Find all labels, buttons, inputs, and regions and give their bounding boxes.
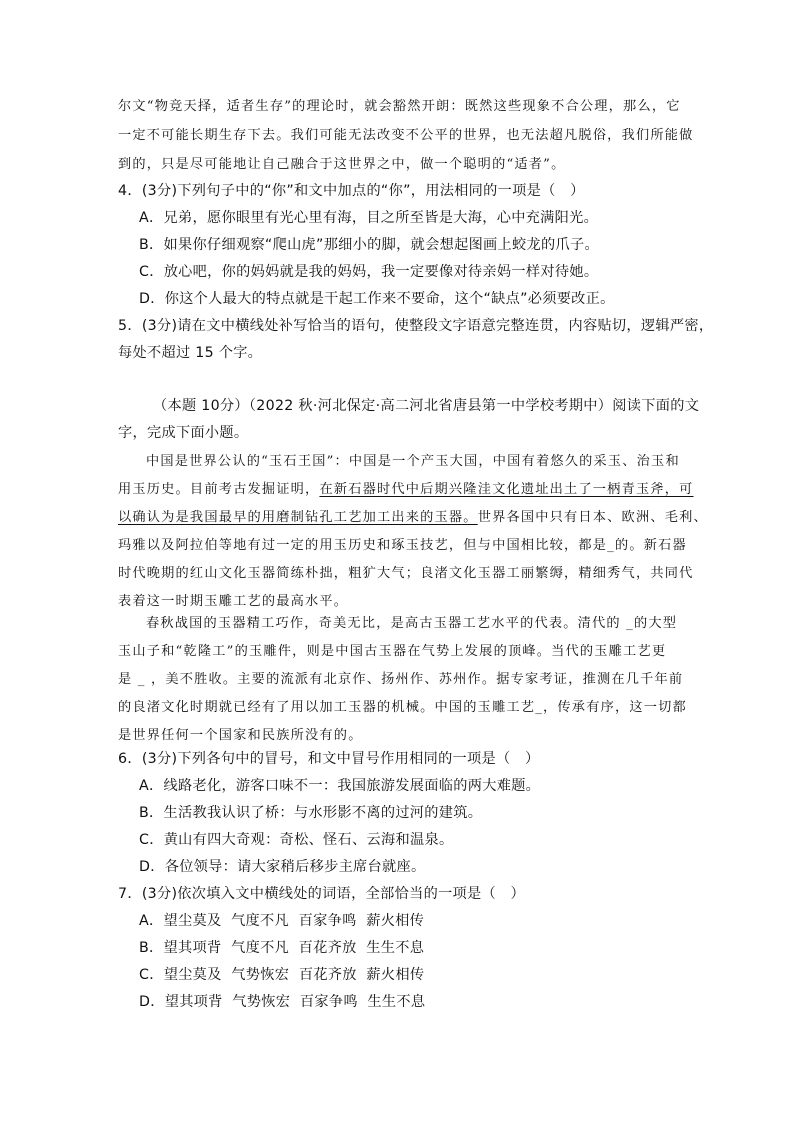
passage2-line: 春秋战国的玉器精工巧作，奇美无比，是高古玉器工艺水平的代表。清代的 _的大型 <box>146 616 678 631</box>
question-6-stem: 6．(3分)下列各句中的冒号，和文中冒号作用相同的一项是（ ） <box>118 751 540 767</box>
question-6-option-b: B．生活教我认识了桥：与水形影不离的过河的建筑。 <box>139 805 483 821</box>
passage2-line: 时代晚期的红山文化玉器简练朴拙，粗犷大气；良渚文化玉器工丽繁缛，精细秀气，共同代 <box>118 566 694 581</box>
underlined-sentence: 以确认为是我国最早的用磨制钻孔工艺加工出来的玉器。 <box>118 510 478 525</box>
question-7-option-c: C．望尘莫及 气势恢宏 百花齐放 薪火相传 <box>139 967 425 983</box>
passage2-line: 中国是世界公认的“玉石王国”：中国是一个产玉大国，中国有着悠久的采玉、治玉和 <box>146 454 680 469</box>
question-7-stem: 7．(3分)依次填入文中横线处的词语，全部恰当的一项是（ ） <box>118 886 525 902</box>
passage1-line: 一定不可能长期生存下去。我们可能无法改变不公平的世界，也无法超凡脱俗，我们所能做 <box>118 128 694 143</box>
section-header-cont: 字，完成下面小题。 <box>118 425 249 441</box>
question-4-option-b: B．如果你仔细观察“爬山虎”那细小的脚，就会想起图画上蛟龙的爪子。 <box>139 237 599 253</box>
question-6-option-a: A．线路老化，游客口味不一：我国旅游发展面临的两大难题。 <box>139 778 541 794</box>
question-4-stem: 4．(3分)下列句子中的“你”和文中加点的“你”，用法相同的一项是（ ） <box>118 183 585 199</box>
question-6-option-c: C．黄山有四大奇观：奇松、怪石、云海和温泉。 <box>139 832 454 848</box>
passage2-line <box>118 478 694 497</box>
passage2-line <box>118 506 708 525</box>
question-7-option-a: A．望尘莫及 气度不凡 百家争鸣 薪火相传 <box>139 913 425 929</box>
question-7-option-d: D．望其项背 气势恢宏 百家争鸣 生生不息 <box>139 994 426 1010</box>
question-4-option-c: C．放心吧，你的妈妈就是我的妈妈，我一定要像对待亲妈一样对待她。 <box>139 264 599 280</box>
question-5-stem: 5．(3分)请在文中横线处补写恰当的语句，使整段文字语意完整连贯，内容贴切，逻辑严密， <box>118 318 714 334</box>
passage2-line: 表着这一时期玉雕工艺的最高水平。 <box>118 594 349 609</box>
passage2-line: 是 _ ，美不胜收。主要的流派有北京作、扬州作、苏州作。据专家考证，推测在几千年前 <box>118 672 684 687</box>
passage2-line: 玉山子和“乾隆工”的玉雕件，则是中国古玉器在气势上发展的顶峰。当代的玉雕工艺更 <box>118 644 667 659</box>
underlined-sentence: 在新石器时代中后期兴隆洼文化遗址出土了一柄青玉斧，可 <box>319 482 694 497</box>
section-header: （本题 10分）（2022 秋·河北保定·高二河北省唐县第一中学校考期中）阅读下面的文 <box>153 398 700 414</box>
question-5-stem-cont: 每处不超过 15 个字。 <box>118 345 263 361</box>
passage2-line: 玛雅以及阿拉伯等地有过一定的用玉历史和琢玉技艺，但与中国相比较，都是_的。新石器 <box>118 538 687 553</box>
passage2-line: 的良渚文化时期就已经有了用以加工玉器的机械。中国的玉雕工艺_，传承有序，这一切都 <box>118 700 687 715</box>
passage1-line: 到的，只是尽可能地让自己融合于这世界之中，做一个聪明的“适者”。 <box>118 157 566 172</box>
question-7-option-b: B．望其项背 气度不凡 百花齐放 生生不息 <box>139 940 425 956</box>
passage2-text: 用玉历史。目前考古发掘证明， <box>118 482 320 497</box>
question-4-option-d: D．你这个人最大的特点就是干起工作来不要命，这个“缺点”必须要改正。 <box>139 291 615 307</box>
passage2-line: 是世界任何一个国家和民族所没有的。 <box>118 728 363 743</box>
question-6-option-d: D．各位领导：请大家稍后移步主席台就座。 <box>139 859 426 875</box>
question-4-option-a: A．兄弟，愿你眼里有光心里有海，目之所至皆是大海，心中充满阳光。 <box>139 210 599 226</box>
passage1-line: 尔文“物竞天择，适者生存”的理论时，就会豁然开朗：既然这些现象不合公理，那么，它 <box>118 99 681 114</box>
passage2-text: 世界各国中只有日本、欧洲、毛利、 <box>477 510 708 525</box>
